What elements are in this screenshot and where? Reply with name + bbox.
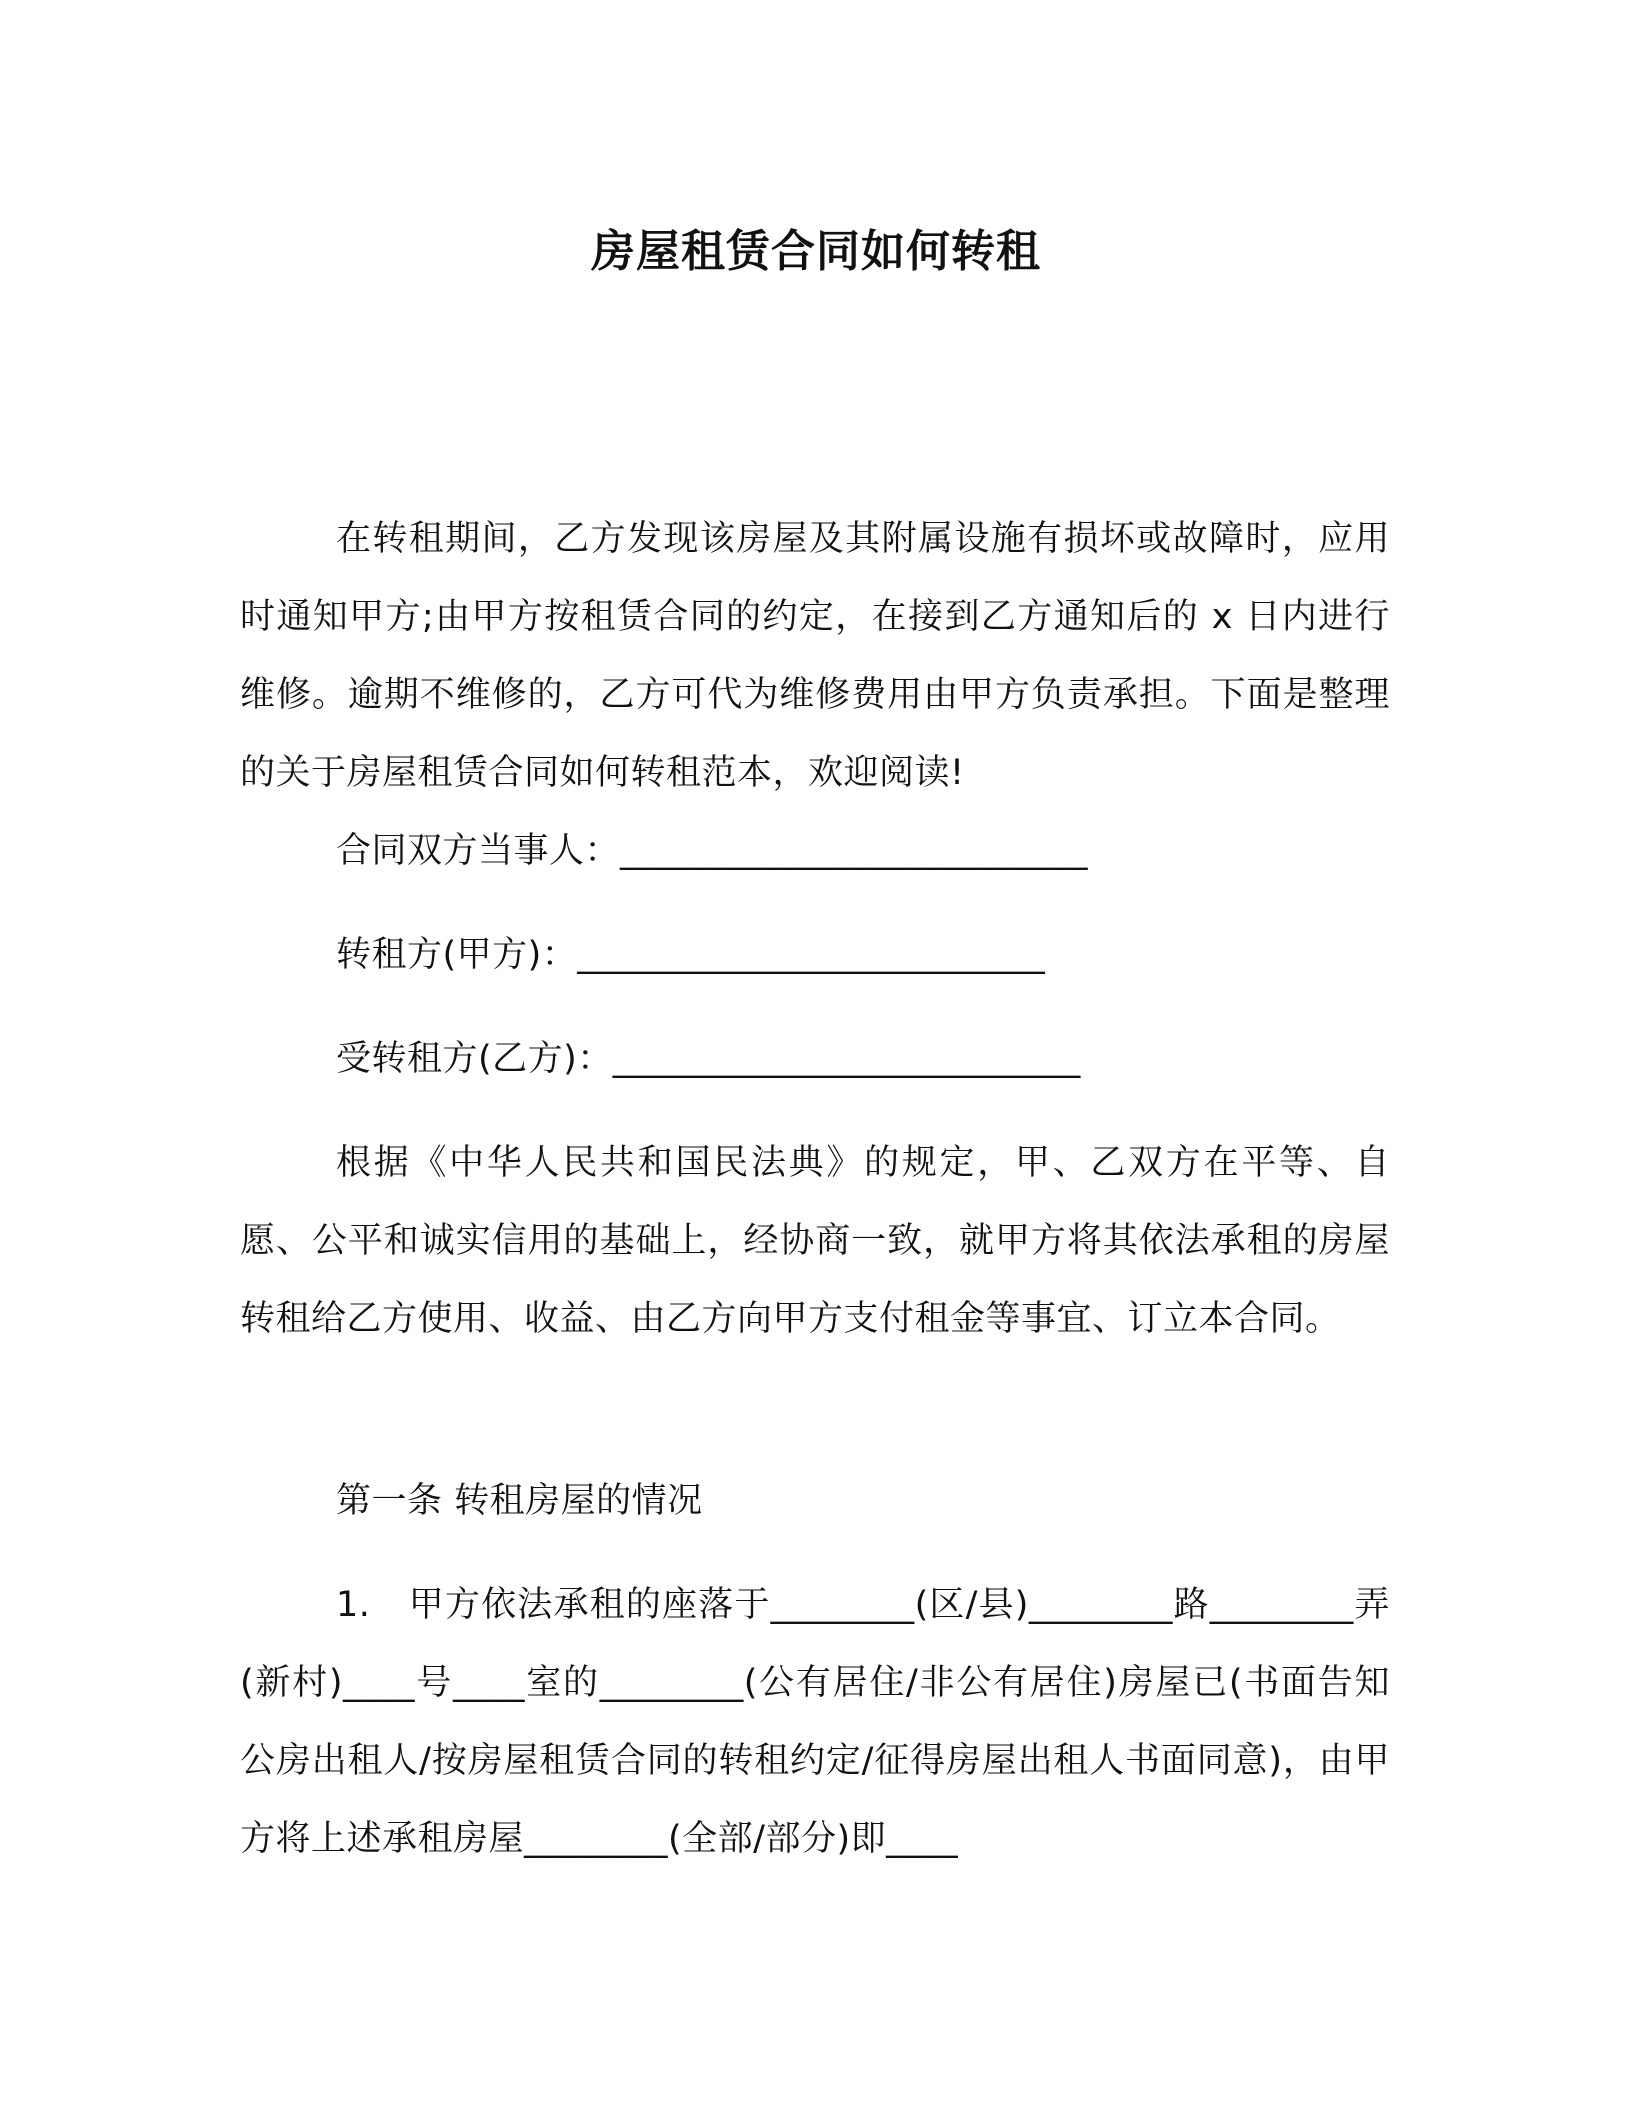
article1-item1-number: 1. bbox=[336, 1585, 371, 1625]
party-lessee-field: 受转租方(乙方)：__________________________ bbox=[336, 1039, 1081, 1079]
article1-item1 bbox=[240, 1566, 1390, 1878]
article1-heading: 第一条 转租房屋的情况 bbox=[336, 1481, 703, 1521]
basis-block bbox=[240, 1124, 1390, 1358]
basis-paragraph: 根据《中华人民共和国民法典》的规定，甲、乙双方在平等、自愿、公平和诚实信用的基础上，经协商一致，就甲方将其依法承租的房屋转租给乙方使用、收益、由乙方向甲方支付租金等事宜、订立本合同。 bbox=[240, 1143, 1390, 1339]
party-both-field: 合同双方当事人：__________________________ bbox=[336, 831, 1089, 871]
party-lessor-field: 转租方(甲方)：__________________________ bbox=[336, 935, 1046, 975]
party-lessor-line bbox=[240, 916, 1390, 994]
intro-block bbox=[240, 500, 1390, 812]
article1-heading-block bbox=[240, 1462, 1390, 1540]
intro-paragraph: 在转租期间，乙方发现该房屋及其附属设施有损坏或故障时，应用时通知甲方;由甲方按租赁合同的约定，在接到乙方通知后的 x 日内进行维修。逾期不维修的，乙方可代为维修费用由甲方负责承担。下面是整理的关于房屋租赁合同如何转租范本，欢迎阅读! bbox=[240, 519, 1390, 793]
party-both-line bbox=[240, 812, 1390, 890]
article1-item1-block bbox=[240, 1566, 1390, 1878]
party-lessee-line bbox=[240, 1020, 1390, 1098]
article1-item1-text: 甲方依法承租的座落于________(区/县)________路________弄(新村)____号____室的________(公有居住/非公有居住)房屋已(书面告知公房出租人/按房屋租赁合同的转租约定/征得房屋出租人书面同意)，由甲方将上述承租房屋________(全部/部分)即____ bbox=[240, 1585, 1390, 1859]
document-title: 房屋租赁合同如何转租 bbox=[591, 226, 1041, 277]
